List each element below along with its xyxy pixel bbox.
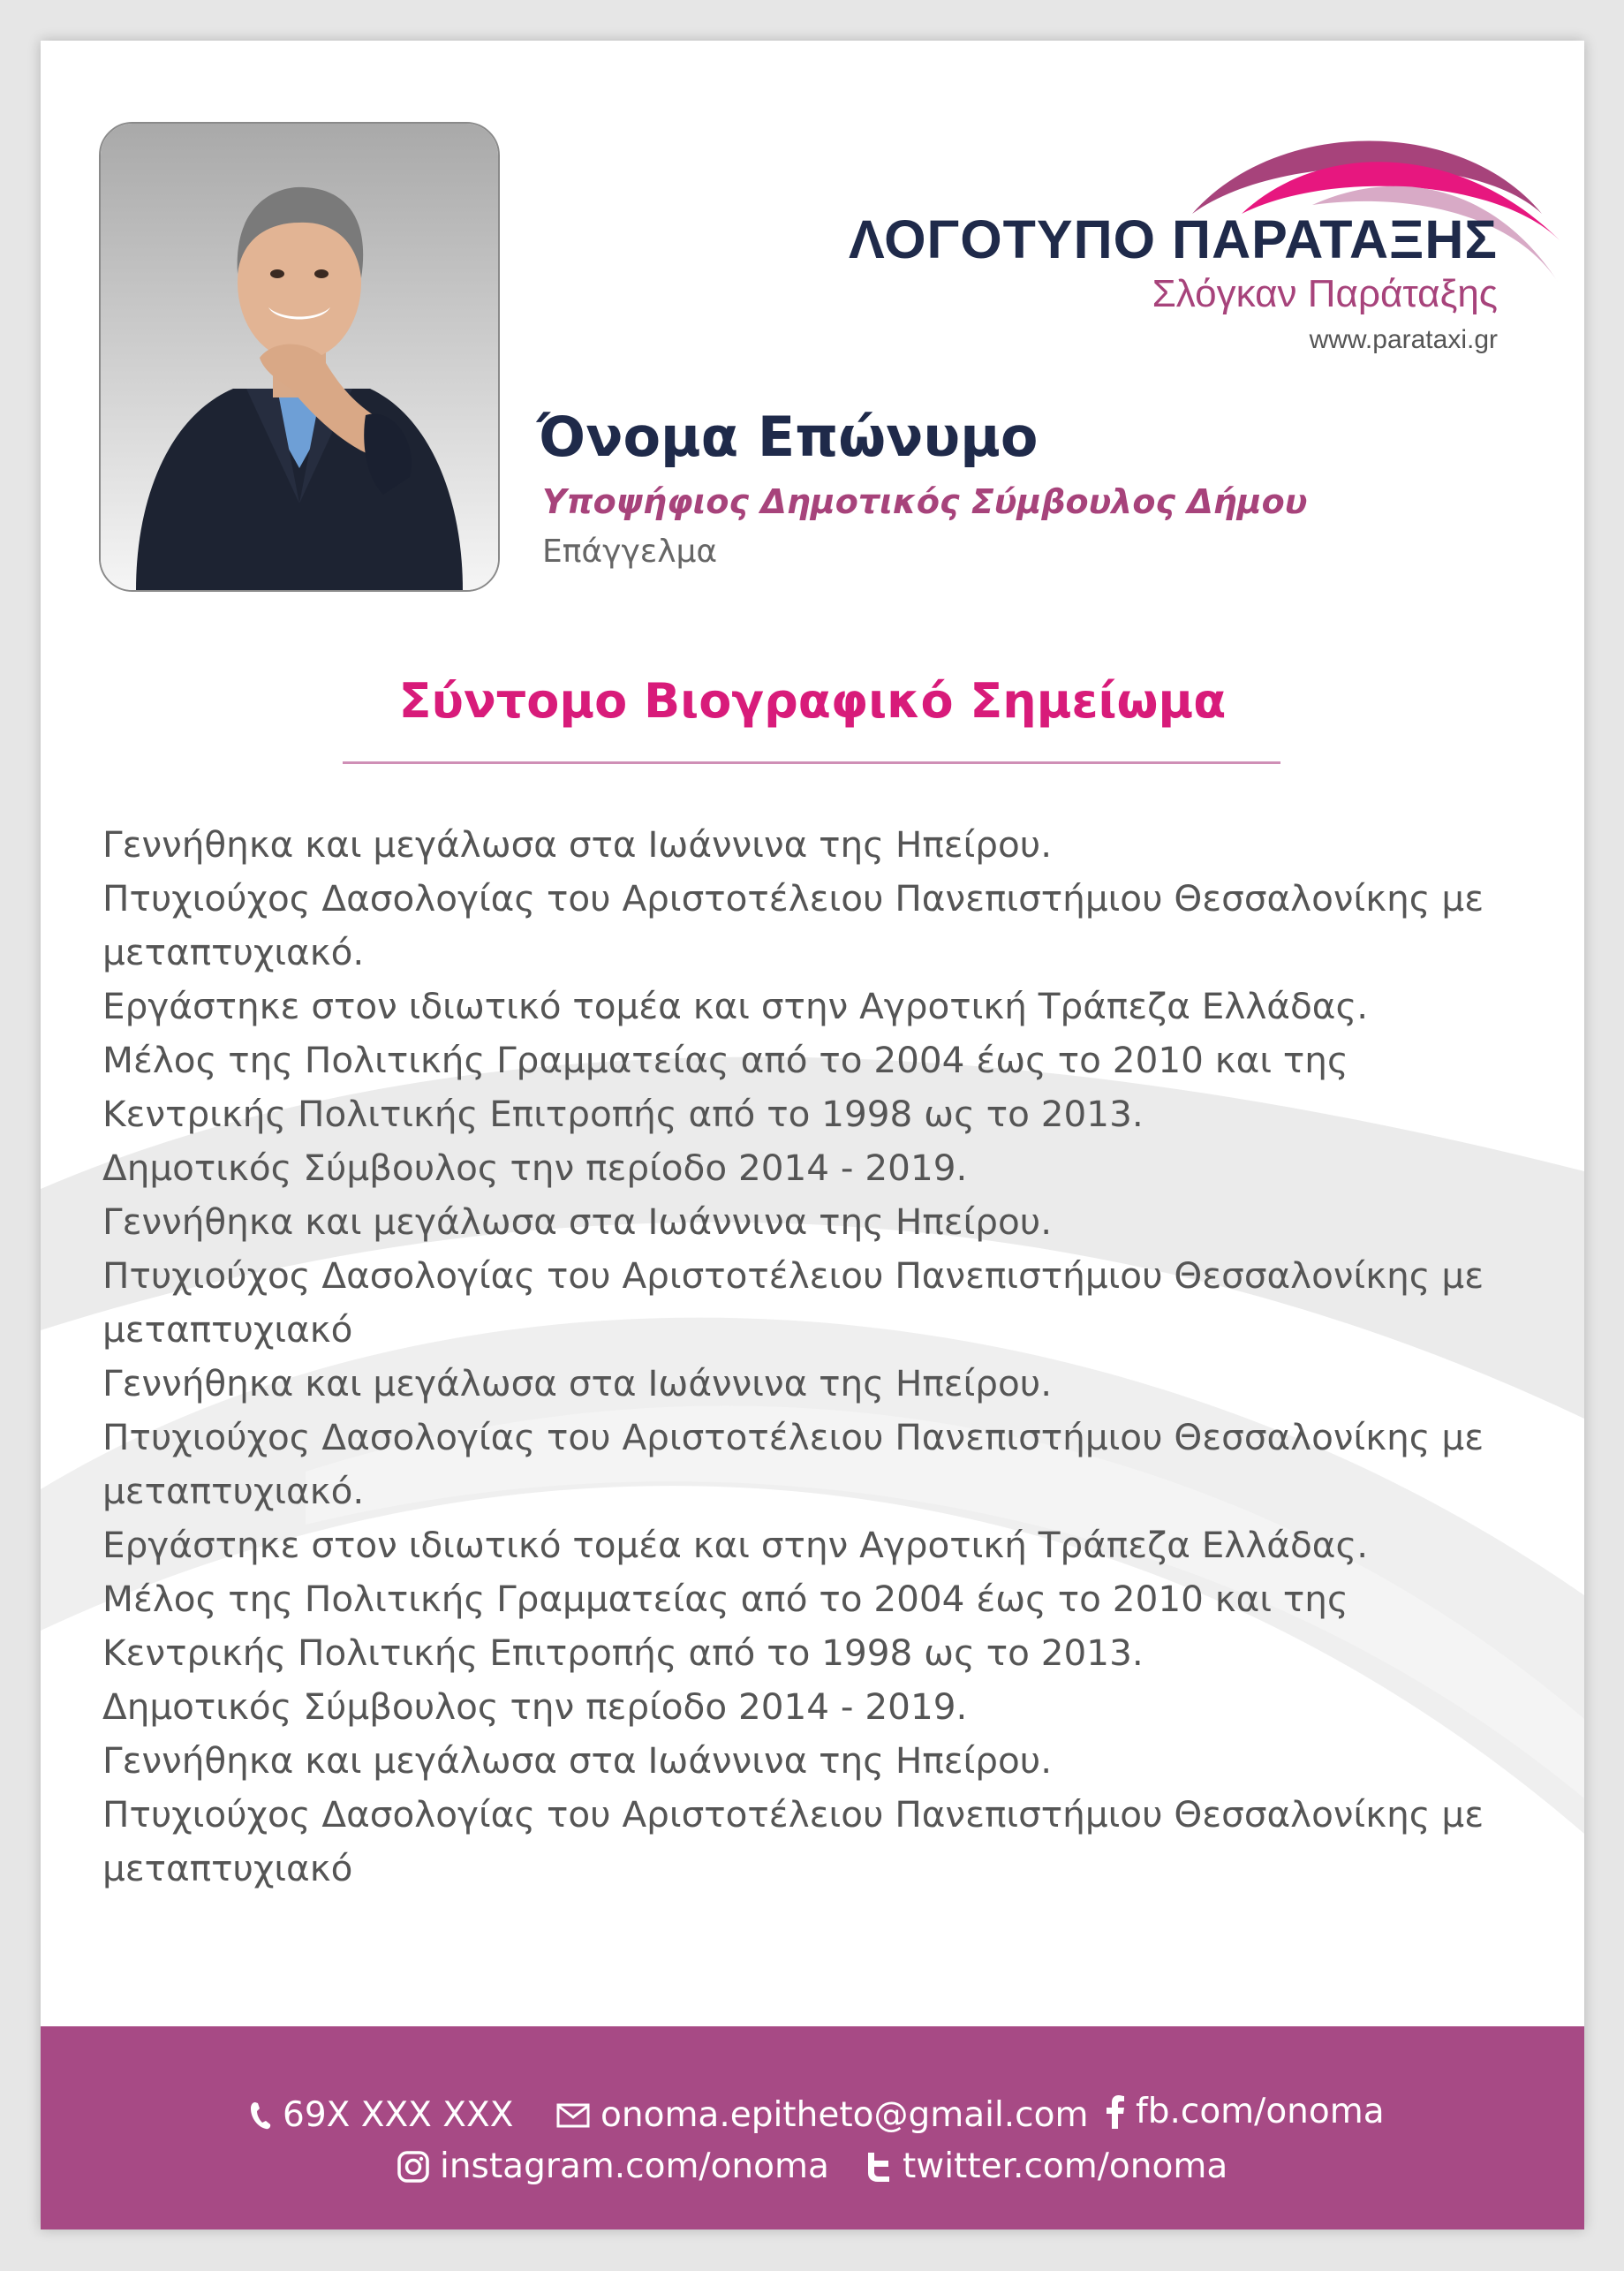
candidate-name: Όνομα Επώνυμο [537, 405, 1039, 469]
bio-line: Πτυχιούχος Δασολογίας του Αριστοτέλειου Πανεπιστήμιου Θεσσαλονίκης με [102, 1793, 1484, 1836]
party-logo-title: ΛΟΓΟΤΥΠΟ ΠΑΡΑΤΑΞΗΣ [849, 209, 1498, 269]
bio-line: Γεννήθηκα και μεγάλωσα στα Ιωάννινα της Ηπείρου. [102, 1362, 1053, 1404]
instagram-text: instagram.com/onoma [440, 2146, 829, 2186]
contact-email[interactable] [556, 2095, 1088, 2135]
phone-text: 69X XXX XXX [283, 2095, 514, 2135]
bio-line: μεταπτυχιακό [102, 1308, 353, 1351]
bio-line: Πτυχιούχος Δασολογίας του Αριστοτέλειου Πανεπιστήμιου Θεσσαλονίκης με [102, 1254, 1484, 1297]
contact-facebook[interactable] [1106, 2092, 1385, 2131]
bio-line: Εργάστηκε στον ιδιωτικό τομέα και στην Αγροτική Τράπεζα Ελλάδας. [102, 1524, 1369, 1566]
bio-line: Κεντρικής Πολιτικής Επιτροπής από το 1998 ως το 2013. [102, 1093, 1144, 1135]
bio-section-title: Σύντομο Βιογραφικό Σημείωμα [398, 673, 1227, 729]
candidate-role: Υποψήφιος Δημοτικός Σύμβουλος Δήμου [542, 482, 1308, 521]
bio-line: Γεννήθηκα και μεγάλωσα στα Ιωάννινα της Ηπείρου. [102, 1739, 1053, 1782]
bio-line: Κεντρικής Πολιτικής Επιτροπής από το 1998 ως το 2013. [102, 1631, 1144, 1674]
phone-icon [249, 2101, 272, 2131]
bio-text [102, 818, 1533, 1896]
bio-line: Μέλος της Πολιτικής Γραμματείας από το 2004 έως το 2010 και της [102, 1039, 1348, 1081]
bio-line: Πτυχιούχος Δασολογίας του Αριστοτέλειου Πανεπιστήμιου Θεσσαλονίκης με [102, 1416, 1484, 1458]
section-divider [343, 761, 1280, 764]
bio-line: Μέλος της Πολιτικής Γραμματείας από το 2004 έως το 2010 και της [102, 1578, 1348, 1620]
candidate-profession: Επάγγελμα [542, 534, 718, 570]
contact-twitter[interactable] [865, 2146, 1227, 2186]
facebook-text: fb.com/onoma [1136, 2092, 1385, 2131]
twitter-icon [865, 2151, 892, 2183]
twitter-text: twitter.com/onoma [903, 2146, 1228, 2186]
party-slogan: Σλόγκαν Παράταξης [1152, 272, 1498, 315]
bio-line: Πτυχιούχος Δασολογίας του Αριστοτέλειου Πανεπιστήμιου Θεσσαλονίκης με [102, 877, 1484, 920]
bio-line: μεταπτυχιακό. [102, 931, 365, 973]
candidate-photo [99, 122, 500, 592]
email-text: onoma.epitheto@gmail.com [601, 2095, 1089, 2135]
flyer-sheet [41, 41, 1584, 2229]
bio-line: Γεννήθηκα και μεγάλωσα στα Ιωάννινα της Ηπείρου. [102, 823, 1053, 866]
bio-line: Δημοτικός Σύμβουλος την περίοδο 2014 - 2019. [102, 1147, 968, 1189]
facebook-icon [1106, 2095, 1125, 2129]
contact-phone[interactable] [249, 2095, 513, 2135]
bio-line: μεταπτυχιακό [102, 1847, 353, 1889]
instagram-icon [397, 2151, 429, 2183]
bio-line: Δημοτικός Σύμβουλος την περίοδο 2014 - 2019. [102, 1685, 968, 1728]
bio-line: Γεννήθηκα και μεγάλωσα στα Ιωάννινα της Ηπείρου. [102, 1200, 1053, 1243]
party-website-link[interactable]: www.parataxi.gr [1309, 325, 1498, 354]
bio-line: μεταπτυχιακό. [102, 1470, 365, 1512]
bio-line: Εργάστηκε στον ιδιωτικό τομέα και στην Αγροτική Τράπεζα Ελλάδας. [102, 985, 1369, 1027]
contact-instagram[interactable] [397, 2146, 829, 2186]
envelope-icon [556, 2103, 590, 2128]
